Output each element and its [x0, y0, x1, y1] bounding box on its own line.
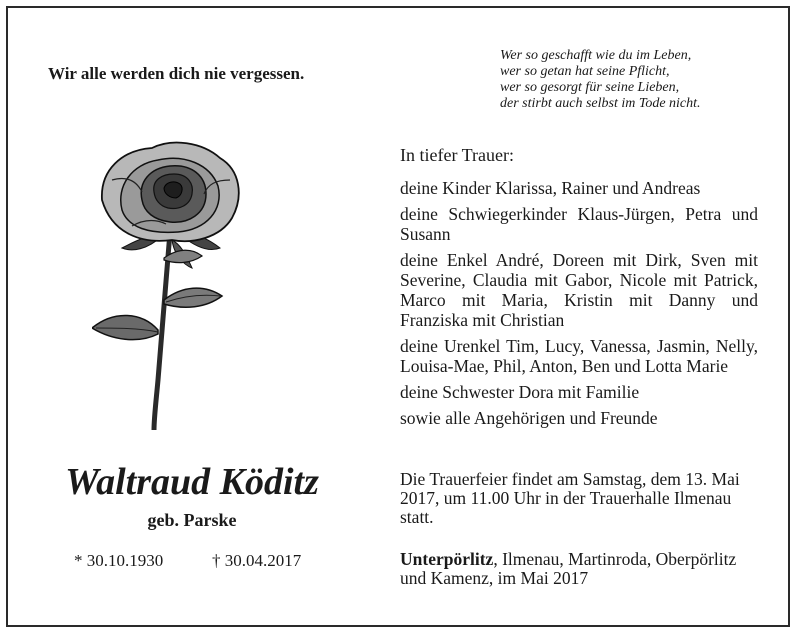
list-item: deine Schwester Dora mit Familie [400, 382, 640, 402]
mourners-list [400, 178, 758, 434]
place-rest: , Ilmenau, Martinroda, Oberpörlitz und Kamenz, im Mai 2017 [400, 549, 737, 588]
motto: Wir alle werden dich nie vergessen. [48, 64, 305, 83]
poem-line: wer so gesorgt für seine Lieben, [500, 80, 680, 95]
poem-line: wer so getan hat seine Pflicht, [500, 64, 670, 79]
poem-line: Wer so geschafft wie du im Leben, [500, 48, 692, 63]
mourning-intro: In tiefer Trauer: [400, 145, 514, 165]
list-item: sowie alle Angehörigen und Freunde [400, 408, 658, 428]
deceased-name: Waltraud Köditz [65, 461, 319, 503]
rose-illustration [92, 140, 252, 432]
list-item: deine Urenkel Tim, Lucy, Vanessa, Jasmin, Nelly, Louisa-Mae, Phil, Anton, Ben und Lotta Marie [400, 336, 758, 376]
poem-line: der stirbt auch selbst im Tode nicht. [500, 96, 701, 111]
death-date: † 30.04.2017 [212, 551, 302, 570]
list-item: deine Schwiegerkinder Klaus-Jürgen, Petra und Susann [400, 204, 758, 244]
maiden-name: geb. Parske [147, 510, 237, 530]
funeral-service-info: Die Trauerfeier findet am Samstag, dem 13. Mai 2017, um 11.00 Uhr in der Trauerhalle Ilmenau statt. [400, 469, 740, 527]
place-town: Unterpörlitz [400, 549, 494, 569]
poem [500, 48, 701, 112]
birth-date: * 30.10.1930 [74, 551, 164, 570]
list-item: deine Kinder Klarissa, Rainer und Andreas [400, 178, 701, 198]
place-and-date [400, 550, 758, 588]
list-item: deine Enkel André, Doreen mit Dirk, Sven mit Severine, Claudia mit Gabor, Nicole mit Patrick, Marco mit Maria, Kristin mit Danny und Franziska mit Christian [400, 250, 758, 330]
